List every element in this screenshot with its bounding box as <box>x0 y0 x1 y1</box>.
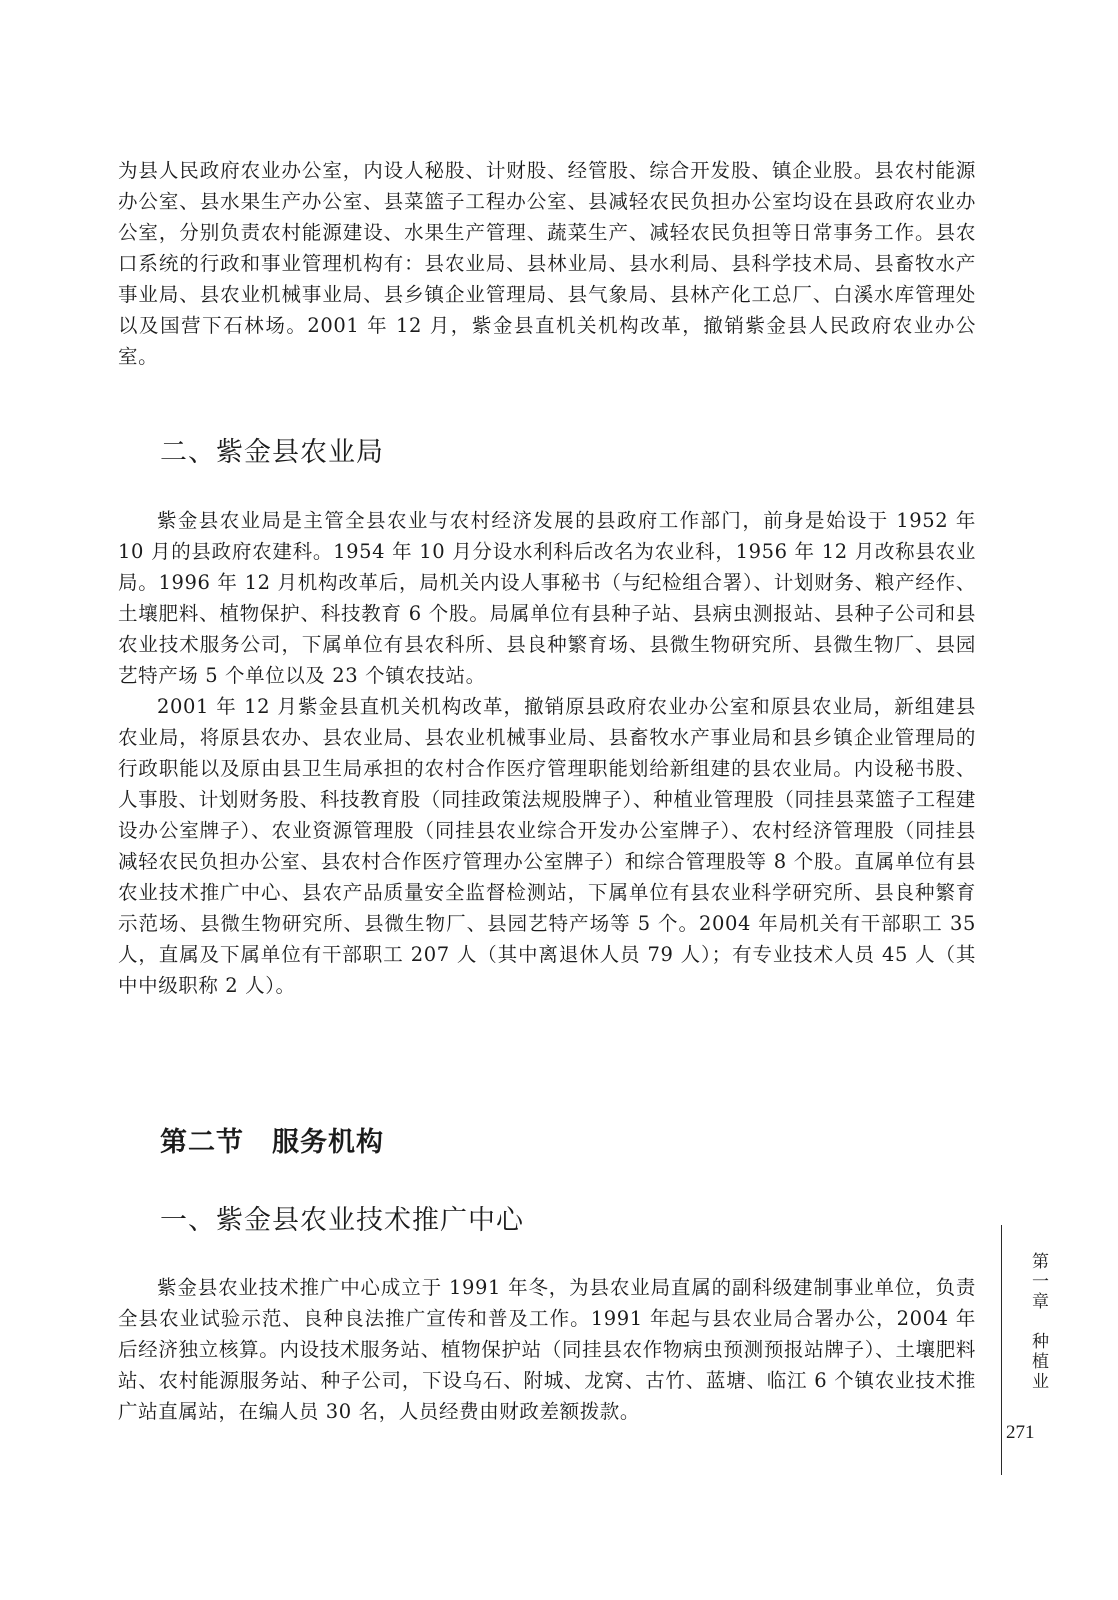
section-number: 第二节 <box>160 1127 244 1158</box>
section-title: 服务机构 <box>272 1127 384 1158</box>
agriculture-bureau-text-block <box>118 505 976 1001</box>
intro-text-block <box>118 155 976 372</box>
paragraph: 紫金县农业局是主管全县农业与农村经济发展的县政府工作部门，前身是始设于 1952 年 10 月的县政府农建科。1954 年 10 月分设水利科后改名为农业科，1956 年 12 月改称县农业局。1996 年 12 月机构改革后，局机关内设人事秘书（与纪检组合署）、计划财务、粮产经作、土壤肥料、植物保护、科技教育 6 个股。局属单位有县种子站、县病虫测报站、县种子公司和县农业技术服务公司，下属单位有县农科所、县良种繁育场、县微生物研究所、县微生物厂、县园艺特产场 5 个单位以及 23 个镇农技站。 <box>118 509 976 687</box>
paragraph: 为县人民政府农业办公室，内设人秘股、计财股、经管股、综合开发股、镇企业股。县农村能源办公室、县水果生产办公室、县菜篮子工程办公室、县减轻农民负担办公室均设在县政府农业办公室，分别负责农村能源建设、水果生产管理、蔬菜生产、减轻农民负担等日常事务工作。县农口系统的行政和事业管理机构有：县农业局、县林业局、县水利局、县科学技术局、县畜牧水产事业局、县农业机械事业局、县乡镇企业管理局、县气象局、县林产化工总厂、白溪水库管理处以及国营下石林场。2001 年 12 月，紫金县直机关机构改革，撤销紫金县人民政府农业办公室。 <box>118 159 976 368</box>
paragraph: 紫金县农业技术推广中心成立于 1991 年冬，为县农业局直属的副科级建制事业单位，负责全县农业试验示范、良种良法推广宣传和普及工作。1991 年起与县农业局合署办公，2004 年后经济独立核算。内设技术服务站、植物保护站（同挂县农作物病虫预测预报站牌子）、土壤肥料站、农村能源服务站、种子公司，下设乌石、附城、龙窝、古竹、蓝塘、临江 6 个镇农业技术推广站直属站，在编人员 30 名，人员经费由财政差额拨款。 <box>118 1276 976 1423</box>
paragraph: 2001 年 12 月紫金县直机关机构改革，撤销原县政府农业办公室和原县农业局，新组建县农业局，将原县农办、县农业局、县农业机械事业局、县畜牧水产事业局和县乡镇企业管理局的行政职能以及原由县卫生局承担的农村合作医疗管理职能划给新组建的县农业局。内设秘书股、人事股、计划财务股、科技教育股（同挂政策法规股牌子）、种植业管理股（同挂县菜篮子工程建设办公室牌子）、农业资源管理股（同挂县农业综合开发办公室牌子）、农村经济管理股（同挂县减轻农民负担办公室、县农村合作医疗管理办公室牌子）和综合管理股等 8 个股。直属单位有县农业技术推广中心、县农产品质量安全监督检测站，下属单位有县农业科学研究所、县良种繁育示范场、县微生物研究所、县微生物厂、县园艺特产场等 5 个。2004 年局机关有干部职工 35 人，直属及下属单位有干部职工 207 人（其中离退休人员 79 人）；有专业技术人员 45 人（其中中级职称 2 人）。 <box>118 695 976 997</box>
subsection-heading-agriculture-bureau: 二、紫金县农业局 <box>160 437 384 468</box>
tech-center-text-block <box>118 1272 976 1427</box>
margin-divider <box>1001 1225 1002 1475</box>
page-number: 271 <box>1006 1422 1035 1443</box>
subsection-heading-tech-center: 一、紫金县农业技术推广中心 <box>160 1205 524 1236</box>
chapter-margin-label: 第一章 种植业 <box>1028 1252 1048 1392</box>
section-heading <box>160 1120 384 1159</box>
